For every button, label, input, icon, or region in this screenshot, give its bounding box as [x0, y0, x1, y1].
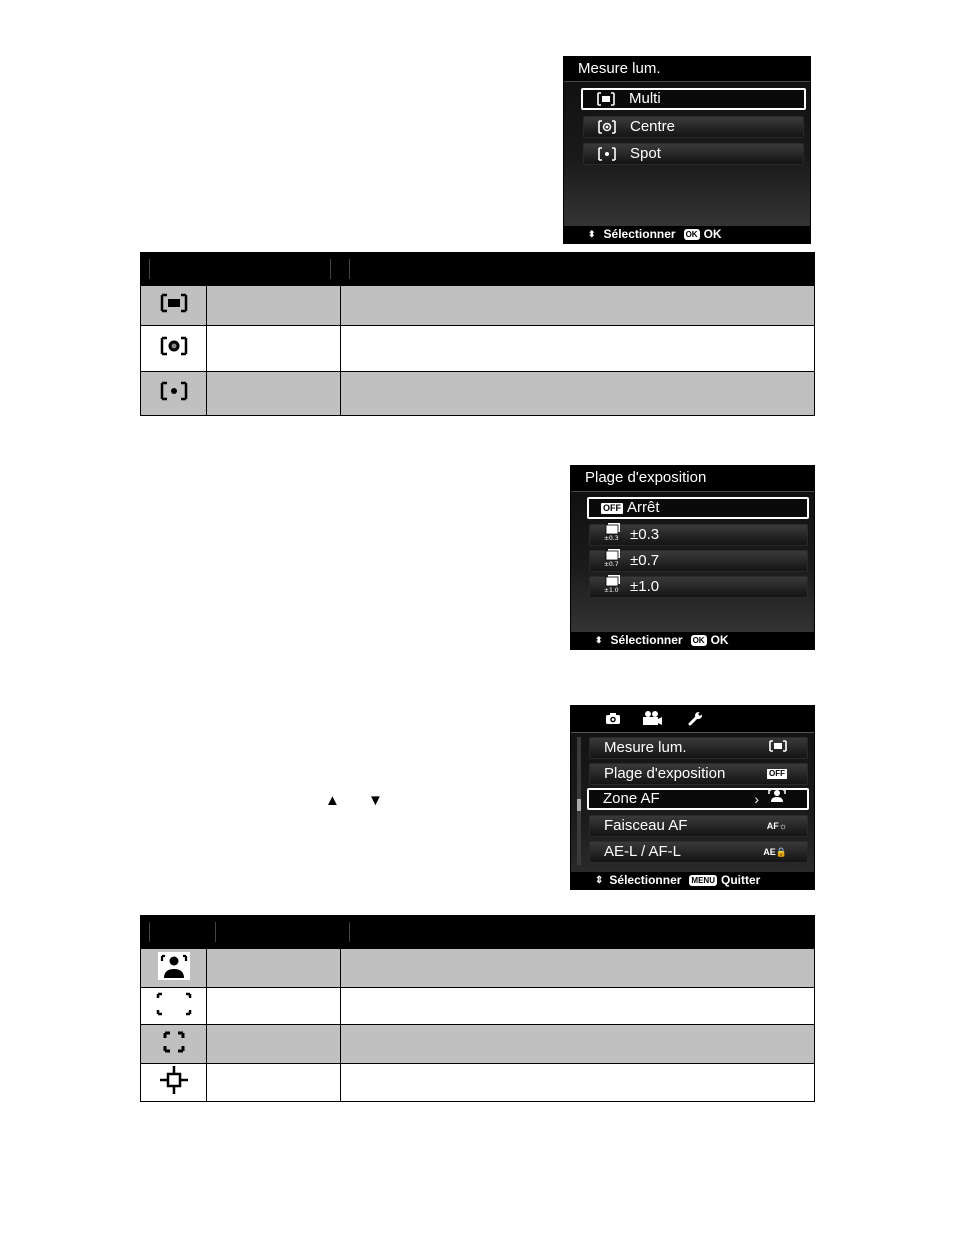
metering-table — [140, 252, 815, 416]
face-detect-icon — [767, 788, 787, 810]
table-row — [141, 372, 815, 416]
menu-item-label: Plage d'exposition — [604, 765, 726, 782]
footer-select-label: Sélectionner — [610, 633, 683, 647]
menu-item-ae-af-lock[interactable] — [589, 841, 808, 863]
tracking-af-icon — [141, 1064, 207, 1102]
footer-select-label: Sélectionner — [609, 873, 682, 887]
exposure-option-label: ±0.7 — [630, 552, 660, 569]
menu-item-exposure-bracket[interactable] — [589, 763, 808, 785]
exposure-bracket-screen — [570, 465, 815, 650]
table-header-row — [141, 916, 815, 949]
exposure-option-label: Arrêt — [627, 499, 660, 516]
menu-item-af-beam[interactable] — [589, 815, 808, 837]
table-row — [141, 949, 815, 988]
metering-footer — [564, 226, 810, 243]
exposure-option-label: ±1.0 — [630, 578, 660, 595]
multi-metering-icon — [141, 286, 207, 326]
spot-metering-icon — [141, 372, 207, 416]
scrollbar[interactable] — [577, 737, 581, 865]
footer-select-label: Sélectionner — [603, 227, 676, 241]
svg-text:±0.7: ±0.7 — [604, 560, 619, 567]
menu-item-metering[interactable] — [589, 737, 808, 759]
menu-item-value — [754, 788, 787, 810]
metering-option-centre[interactable] — [583, 116, 804, 138]
metering-option-label: Multi — [629, 90, 661, 107]
center-af-icon — [141, 1025, 207, 1064]
table-row — [141, 1025, 815, 1064]
metering-menu-screen — [563, 56, 811, 244]
wide-af-icon — [141, 988, 207, 1025]
table-row — [141, 1064, 815, 1102]
capture-settings-screen — [570, 705, 815, 890]
menu-footer — [571, 872, 814, 889]
footer-ok-label: OK — [710, 633, 729, 647]
scrollbar-thumb[interactable] — [577, 799, 581, 811]
metering-menu-title: Mesure lum. — [564, 57, 810, 82]
exposure-option-03[interactable] — [589, 524, 808, 546]
metering-option-label: Spot — [630, 145, 661, 162]
off-tag: OFF — [603, 502, 621, 513]
spot-metering-icon — [598, 147, 616, 161]
nav-arrows-icon: ⇕ — [595, 875, 604, 886]
center-metering-icon — [141, 326, 207, 372]
ok-button-icon: OK — [685, 230, 698, 239]
bracket-icon — [604, 523, 624, 548]
metering-option-spot[interactable] — [583, 143, 804, 165]
multi-metering-icon — [597, 92, 615, 106]
wrench-icon[interactable] — [688, 711, 703, 731]
multi-metering-icon — [769, 737, 787, 759]
exposure-menu-title: Plage d'exposition — [571, 466, 814, 492]
up-arrow-icon: ▲ — [325, 792, 340, 809]
down-arrow-icon: ▼ — [368, 792, 383, 809]
menu-button-icon: MENU — [691, 876, 715, 885]
metering-option-label: Centre — [630, 118, 676, 135]
footer-quit-label: Quitter — [720, 873, 761, 887]
menu-item-af-zone[interactable] — [587, 788, 809, 810]
exposure-option-10[interactable] — [589, 576, 808, 598]
up-down-arrows-icon: ⬍ — [588, 229, 596, 239]
off-tag: OFF — [769, 769, 785, 778]
bracket-icon — [604, 549, 624, 574]
footer-ok-label: OK — [703, 227, 722, 241]
ae-lock-icon: AE🔒 — [763, 847, 787, 857]
camera-icon[interactable] — [605, 712, 621, 730]
table-row — [141, 988, 815, 1025]
bracket-icon — [604, 575, 624, 600]
chevron-right-icon: › — [754, 791, 759, 807]
af-zone-table — [140, 915, 815, 1102]
center-metering-icon — [598, 120, 616, 134]
table-row — [141, 286, 815, 326]
menu-item-label: Faisceau AF — [604, 817, 688, 834]
exposure-option-off[interactable] — [587, 497, 809, 519]
menu-item-label: Zone AF — [603, 790, 660, 807]
exposure-option-07[interactable] — [589, 550, 808, 572]
table-header-row — [141, 253, 815, 286]
svg-text:±1.0: ±1.0 — [604, 586, 619, 593]
metering-option-multi[interactable] — [581, 88, 806, 110]
video-icon[interactable] — [641, 710, 663, 731]
up-down-arrows-icon: ⬍ — [595, 635, 603, 645]
table-row — [141, 326, 815, 372]
exposure-option-label: ±0.3 — [630, 526, 660, 543]
svg-text:±0.3: ±0.3 — [604, 534, 619, 541]
ok-button-icon: OK — [692, 636, 705, 645]
face-detect-icon — [141, 949, 207, 988]
menu-item-label: AE-L / AF-L — [604, 843, 681, 860]
af-beam-icon: AF☼ — [766, 821, 787, 831]
tab-bar — [571, 706, 814, 733]
exposure-footer — [571, 632, 814, 649]
menu-item-label: Mesure lum. — [604, 739, 687, 756]
